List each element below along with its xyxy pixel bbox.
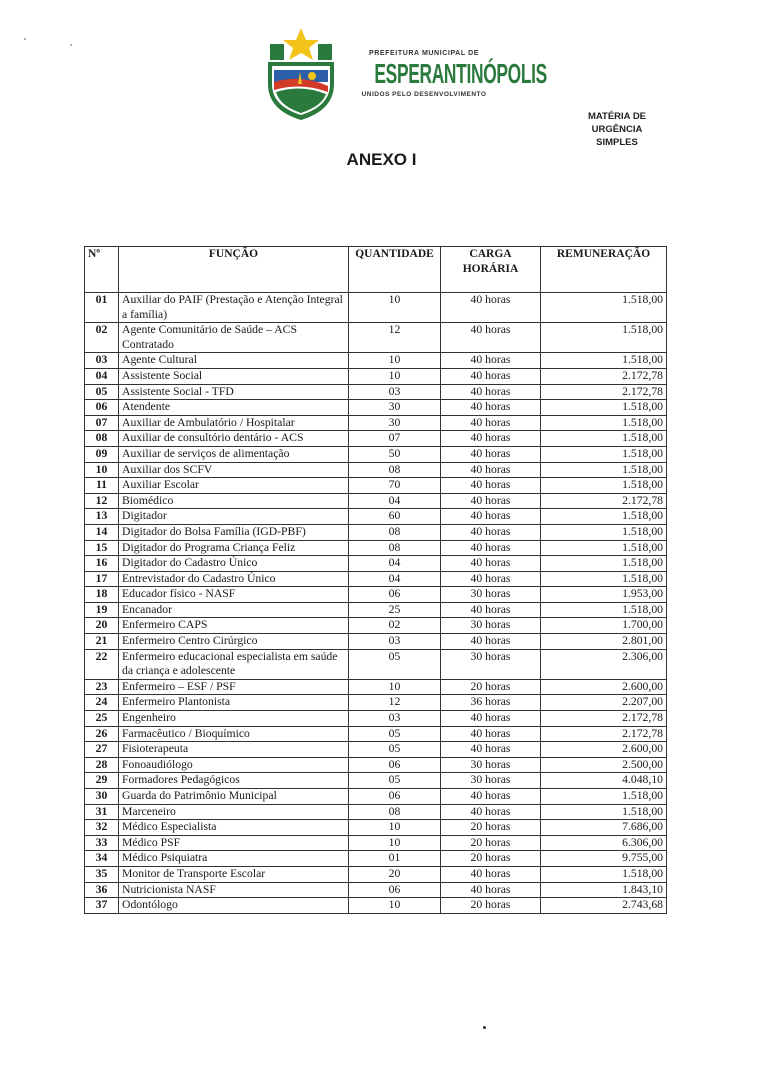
header-workload-line-1: CARGA xyxy=(469,248,512,260)
row-salary: 1.518,00 xyxy=(541,353,667,369)
row-number: 07 xyxy=(85,415,119,431)
row-quantity: 30 xyxy=(349,415,441,431)
row-function: Educador físico - NASF xyxy=(119,587,349,603)
table-row xyxy=(85,773,667,789)
row-quantity: 08 xyxy=(349,462,441,478)
row-salary: 7.686,00 xyxy=(541,820,667,836)
row-function: Auxiliar de consultório dentário - ACS xyxy=(119,431,349,447)
row-workload: 40 horas xyxy=(441,368,541,384)
row-salary: 1.700,00 xyxy=(541,618,667,634)
row-salary: 1.518,00 xyxy=(541,866,667,882)
table-row xyxy=(85,695,667,711)
table-row xyxy=(85,634,667,650)
row-workload: 40 horas xyxy=(441,493,541,509)
row-function: Encanador xyxy=(119,602,349,618)
row-salary: 2.172,78 xyxy=(541,726,667,742)
row-salary: 2.600,00 xyxy=(541,742,667,758)
row-number: 21 xyxy=(85,634,119,650)
table-row xyxy=(85,882,667,898)
row-function: Marceneiro xyxy=(119,804,349,820)
row-function: Médico Especialista xyxy=(119,820,349,836)
row-quantity: 10 xyxy=(349,679,441,695)
row-number: 37 xyxy=(85,898,119,914)
row-workload: 40 horas xyxy=(441,726,541,742)
row-salary: 1.518,00 xyxy=(541,400,667,416)
row-workload: 40 horas xyxy=(441,556,541,572)
row-workload: 20 horas xyxy=(441,898,541,914)
row-quantity: 25 xyxy=(349,602,441,618)
row-number: 17 xyxy=(85,571,119,587)
row-workload: 40 horas xyxy=(441,323,541,353)
row-number: 20 xyxy=(85,618,119,634)
table-row xyxy=(85,679,667,695)
row-workload: 20 horas xyxy=(441,835,541,851)
row-salary: 1.518,00 xyxy=(541,509,667,525)
row-salary: 1.518,00 xyxy=(541,524,667,540)
row-salary: 6.306,00 xyxy=(541,835,667,851)
table-row xyxy=(85,384,667,400)
table-row xyxy=(85,446,667,462)
row-quantity: 10 xyxy=(349,820,441,836)
row-quantity: 06 xyxy=(349,587,441,603)
row-workload: 30 horas xyxy=(441,587,541,603)
row-workload: 30 horas xyxy=(441,773,541,789)
urgency-line-1: MATÉRIA DE URGÊNCIA xyxy=(587,111,647,135)
row-number: 03 xyxy=(85,353,119,369)
row-workload: 20 horas xyxy=(441,679,541,695)
row-function: Enfermeiro educacional especialista em saúde da criança e adolescente xyxy=(119,649,349,679)
row-function: Enfermeiro – ESF / PSF xyxy=(119,679,349,695)
row-quantity: 08 xyxy=(349,524,441,540)
row-salary: 2.306,00 xyxy=(541,649,667,679)
row-workload: 40 horas xyxy=(441,711,541,727)
row-workload: 40 horas xyxy=(441,509,541,525)
row-function: Nutricionista NASF xyxy=(119,882,349,898)
row-quantity: 30 xyxy=(349,400,441,416)
row-workload: 30 horas xyxy=(441,649,541,679)
row-workload: 40 horas xyxy=(441,415,541,431)
row-salary: 1.518,00 xyxy=(541,323,667,353)
table-row xyxy=(85,851,667,867)
row-function: Formadores Pedagógicos xyxy=(119,773,349,789)
row-workload: 40 horas xyxy=(441,446,541,462)
row-function: Digitador do Programa Criança Feliz xyxy=(119,540,349,556)
brand-city-name: ESPERANTINÓPOLIS xyxy=(374,58,547,89)
row-salary: 2.172,78 xyxy=(541,384,667,400)
row-number: 36 xyxy=(85,882,119,898)
municipal-emblem-icon xyxy=(262,26,340,122)
row-workload: 36 horas xyxy=(441,695,541,711)
row-salary: 2.172,78 xyxy=(541,711,667,727)
row-salary: 1.518,00 xyxy=(541,540,667,556)
row-workload: 40 horas xyxy=(441,540,541,556)
row-quantity: 10 xyxy=(349,293,441,323)
table-row xyxy=(85,368,667,384)
row-quantity: 10 xyxy=(349,368,441,384)
row-salary: 1.518,00 xyxy=(541,602,667,618)
brand-prefeitura: PREFEITURA MUNICIPAL DE xyxy=(368,50,480,57)
header-salary: REMUNERAÇÃO xyxy=(541,247,667,293)
row-salary: 1.518,00 xyxy=(541,789,667,805)
row-function: Auxiliar de Ambulatório / Hospitalar xyxy=(119,415,349,431)
table-row xyxy=(85,898,667,914)
row-number: 06 xyxy=(85,400,119,416)
row-salary: 1.518,00 xyxy=(541,462,667,478)
table-row xyxy=(85,556,667,572)
row-salary: 2.600,00 xyxy=(541,679,667,695)
row-salary: 1.518,00 xyxy=(541,804,667,820)
row-workload: 40 horas xyxy=(441,571,541,587)
row-quantity: 03 xyxy=(349,384,441,400)
row-number: 22 xyxy=(85,649,119,679)
row-function: Digitador do Bolsa Família (IGD-PBF) xyxy=(119,524,349,540)
table-row xyxy=(85,789,667,805)
table-row xyxy=(85,649,667,679)
scan-speck xyxy=(24,38,26,40)
row-number: 15 xyxy=(85,540,119,556)
row-function: Assistente Social - TFD xyxy=(119,384,349,400)
row-number: 24 xyxy=(85,695,119,711)
row-salary: 2.500,00 xyxy=(541,757,667,773)
row-quantity: 05 xyxy=(349,649,441,679)
row-quantity: 05 xyxy=(349,742,441,758)
scan-mark xyxy=(483,1026,486,1029)
row-number: 19 xyxy=(85,602,119,618)
table-row xyxy=(85,293,667,323)
table-row xyxy=(85,493,667,509)
row-number: 33 xyxy=(85,835,119,851)
header-number: Nº xyxy=(85,247,119,293)
row-salary: 1.843,10 xyxy=(541,882,667,898)
row-number: 16 xyxy=(85,556,119,572)
table-row xyxy=(85,587,667,603)
row-quantity: 12 xyxy=(349,323,441,353)
row-workload: 40 horas xyxy=(441,866,541,882)
row-quantity: 12 xyxy=(349,695,441,711)
table-row xyxy=(85,353,667,369)
table-row xyxy=(85,478,667,494)
row-quantity: 04 xyxy=(349,556,441,572)
row-quantity: 03 xyxy=(349,711,441,727)
brand-slogan: UNIDOS PELO DESENVOLVIMENTO xyxy=(361,91,487,98)
page-title: ANEXO I xyxy=(346,150,417,169)
row-quantity: 06 xyxy=(349,757,441,773)
row-salary: 1.518,00 xyxy=(541,293,667,323)
row-function: Auxiliar Escolar xyxy=(119,478,349,494)
row-salary: 1.953,00 xyxy=(541,587,667,603)
table-row xyxy=(85,323,667,353)
row-quantity: 70 xyxy=(349,478,441,494)
header-function: FUNÇÃO xyxy=(119,247,349,293)
row-function: Engenheiro xyxy=(119,711,349,727)
table-row xyxy=(85,618,667,634)
row-function: Médico PSF xyxy=(119,835,349,851)
row-number: 28 xyxy=(85,757,119,773)
table-row xyxy=(85,726,667,742)
row-function: Auxiliar de serviços de alimentação xyxy=(119,446,349,462)
row-salary: 2.172,78 xyxy=(541,493,667,509)
row-quantity: 03 xyxy=(349,634,441,650)
row-number: 14 xyxy=(85,524,119,540)
row-function: Guarda do Patrimônio Municipal xyxy=(119,789,349,805)
row-function: Fisioterapeuta xyxy=(119,742,349,758)
row-quantity: 08 xyxy=(349,804,441,820)
row-workload: 40 horas xyxy=(441,804,541,820)
row-quantity: 06 xyxy=(349,789,441,805)
row-quantity: 05 xyxy=(349,773,441,789)
table-row xyxy=(85,509,667,525)
table-header-row xyxy=(85,247,667,293)
row-function: Atendente xyxy=(119,400,349,416)
row-number: 01 xyxy=(85,293,119,323)
row-function: Digitador xyxy=(119,509,349,525)
urgency-note xyxy=(562,110,672,149)
header-workload xyxy=(441,247,541,293)
row-number: 18 xyxy=(85,587,119,603)
table-row xyxy=(85,804,667,820)
row-number: 29 xyxy=(85,773,119,789)
scan-speck xyxy=(70,44,72,46)
row-quantity: 50 xyxy=(349,446,441,462)
row-function: Odontólogo xyxy=(119,898,349,914)
table-row xyxy=(85,524,667,540)
row-salary: 1.518,00 xyxy=(541,431,667,447)
table-row xyxy=(85,602,667,618)
row-workload: 40 horas xyxy=(441,524,541,540)
row-salary: 1.518,00 xyxy=(541,556,667,572)
row-function: Enfermeiro CAPS xyxy=(119,618,349,634)
urgency-line-2: SIMPLES xyxy=(596,137,638,148)
row-salary: 2.207,00 xyxy=(541,695,667,711)
row-workload: 40 horas xyxy=(441,634,541,650)
row-number: 05 xyxy=(85,384,119,400)
row-workload: 20 horas xyxy=(441,851,541,867)
row-salary: 2.172,78 xyxy=(541,368,667,384)
table-row xyxy=(85,462,667,478)
row-workload: 40 horas xyxy=(441,384,541,400)
row-quantity: 01 xyxy=(349,851,441,867)
row-quantity: 08 xyxy=(349,540,441,556)
row-quantity: 10 xyxy=(349,835,441,851)
row-salary: 1.518,00 xyxy=(541,446,667,462)
row-workload: 40 horas xyxy=(441,462,541,478)
row-function: Agente Comunitário de Saúde – ACS Contratado xyxy=(119,323,349,353)
row-function: Monitor de Transporte Escolar xyxy=(119,866,349,882)
header-workload-line-2: HORÁRIA xyxy=(462,262,519,275)
row-workload: 30 horas xyxy=(441,618,541,634)
row-number: 26 xyxy=(85,726,119,742)
row-workload: 40 horas xyxy=(441,400,541,416)
row-quantity: 10 xyxy=(349,898,441,914)
row-number: 23 xyxy=(85,679,119,695)
row-number: 31 xyxy=(85,804,119,820)
row-number: 13 xyxy=(85,509,119,525)
row-number: 10 xyxy=(85,462,119,478)
row-quantity: 10 xyxy=(349,353,441,369)
row-number: 30 xyxy=(85,789,119,805)
row-number: 32 xyxy=(85,820,119,836)
row-function: Enfermeiro Plantonista xyxy=(119,695,349,711)
row-number: 09 xyxy=(85,446,119,462)
row-number: 12 xyxy=(85,493,119,509)
row-workload: 40 horas xyxy=(441,431,541,447)
municipality-brand xyxy=(344,50,547,98)
row-salary: 1.518,00 xyxy=(541,478,667,494)
row-number: 04 xyxy=(85,368,119,384)
row-salary: 4.048,10 xyxy=(541,773,667,789)
row-number: 27 xyxy=(85,742,119,758)
row-number: 35 xyxy=(85,866,119,882)
table-row xyxy=(85,540,667,556)
row-quantity: 07 xyxy=(349,431,441,447)
row-workload: 40 horas xyxy=(441,882,541,898)
document-header xyxy=(0,0,763,148)
row-number: 08 xyxy=(85,431,119,447)
table-row xyxy=(85,400,667,416)
row-quantity: 20 xyxy=(349,866,441,882)
table-row xyxy=(85,742,667,758)
row-function: Enfermeiro Centro Cirúrgico xyxy=(119,634,349,650)
row-workload: 30 horas xyxy=(441,757,541,773)
row-number: 34 xyxy=(85,851,119,867)
row-workload: 40 horas xyxy=(441,602,541,618)
row-function: Digitador do Cadastro Único xyxy=(119,556,349,572)
table-row xyxy=(85,835,667,851)
row-function: Médico Psiquiatra xyxy=(119,851,349,867)
row-function: Fonoaudiólogo xyxy=(119,757,349,773)
table-body xyxy=(85,293,667,914)
row-number: 11 xyxy=(85,478,119,494)
row-salary: 1.518,00 xyxy=(541,415,667,431)
row-quantity: 04 xyxy=(349,571,441,587)
row-quantity: 06 xyxy=(349,882,441,898)
row-quantity: 60 xyxy=(349,509,441,525)
table-row xyxy=(85,431,667,447)
positions-table xyxy=(84,246,667,914)
table-row xyxy=(85,711,667,727)
row-salary: 1.518,00 xyxy=(541,571,667,587)
table-row xyxy=(85,415,667,431)
row-workload: 40 horas xyxy=(441,293,541,323)
row-workload: 20 horas xyxy=(441,820,541,836)
row-function: Auxiliar dos SCFV xyxy=(119,462,349,478)
row-function: Farmacêutico / Bioquímico xyxy=(119,726,349,742)
table-row xyxy=(85,820,667,836)
table-row xyxy=(85,866,667,882)
row-function: Auxiliar do PAIF (Prestação e Atenção Integral a família) xyxy=(119,293,349,323)
row-quantity: 02 xyxy=(349,618,441,634)
row-function: Entrevistador do Cadastro Único xyxy=(119,571,349,587)
row-workload: 40 horas xyxy=(441,742,541,758)
row-quantity: 05 xyxy=(349,726,441,742)
row-workload: 40 horas xyxy=(441,353,541,369)
row-function: Assistente Social xyxy=(119,368,349,384)
row-function: Agente Cultural xyxy=(119,353,349,369)
row-salary: 9.755,00 xyxy=(541,851,667,867)
row-salary: 2.743,68 xyxy=(541,898,667,914)
row-number: 02 xyxy=(85,323,119,353)
row-function: Biomédico xyxy=(119,493,349,509)
table-row xyxy=(85,571,667,587)
row-quantity: 04 xyxy=(349,493,441,509)
row-number: 25 xyxy=(85,711,119,727)
row-workload: 40 horas xyxy=(441,789,541,805)
row-workload: 40 horas xyxy=(441,478,541,494)
row-salary: 2.801,00 xyxy=(541,634,667,650)
table-row xyxy=(85,757,667,773)
header-quantity: QUANTIDADE xyxy=(349,247,441,293)
